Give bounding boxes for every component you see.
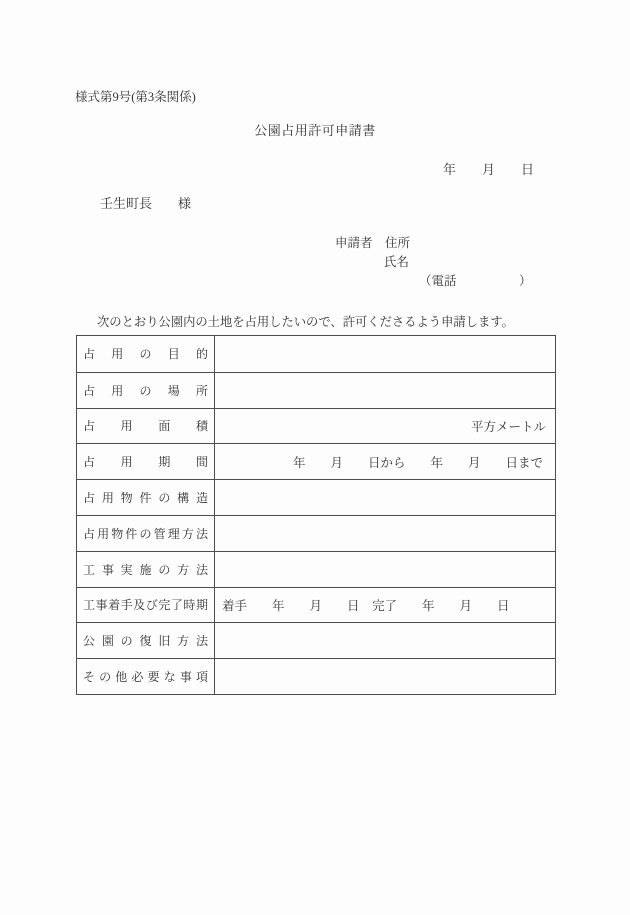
row-occupancy-purpose-value (214, 336, 555, 372)
row-occupancy-purpose-label: 占用の目的 (83, 347, 208, 362)
row-construction-method-value (214, 551, 555, 587)
row-other-items-value (214, 658, 555, 694)
row-management-method-value (214, 515, 555, 551)
row-construction-schedule-value: 着手 年 月 日 完了 年 月 日 (214, 587, 555, 623)
intro-sentence: 次のとおり公園内の土地を占用したいので、許可くださるよう申請します。 (97, 315, 514, 329)
row-occupancy-period-label: 占用期間 (77, 443, 214, 479)
addressee-line: 壬生町長 様 (100, 196, 192, 211)
row-management-method-label: 占用物件の管理方法 (77, 515, 214, 551)
row-restoration-method-value (214, 622, 555, 658)
date-line: 年 月 日 (443, 162, 535, 177)
applicant-name-label: 氏名 (384, 255, 410, 269)
page-title: 公園占用許可申請書 (254, 123, 376, 138)
row-occupancy-place-label: 占用の場所 (77, 372, 214, 408)
applicant-address-line: 申請者 住所 (335, 236, 411, 250)
applicant-phone-label: （電話 ） (419, 274, 532, 288)
row-occupancy-area-label: 占用面積 (77, 408, 214, 444)
application-table (76, 335, 556, 695)
row-construction-schedule-label: 工事着手及び完了時期 (77, 587, 214, 623)
row-construction-method-label: 工事実施の方法 (77, 551, 214, 587)
row-restoration-method-label: 公園の復旧方法 (77, 622, 214, 658)
row-structure-value (214, 479, 555, 515)
row-other-items-label: その他必要な事項 (77, 658, 214, 694)
row-structure-label: 占用物件の構造 (77, 479, 214, 515)
row-occupancy-place-value (214, 372, 555, 408)
row-occupancy-period-value: 年 月 日から 年 月 日まで (214, 443, 555, 479)
row-occupancy-area-value: 平方メートル (214, 408, 555, 444)
form-number: 様式第9号(第3条関係) (75, 90, 196, 104)
